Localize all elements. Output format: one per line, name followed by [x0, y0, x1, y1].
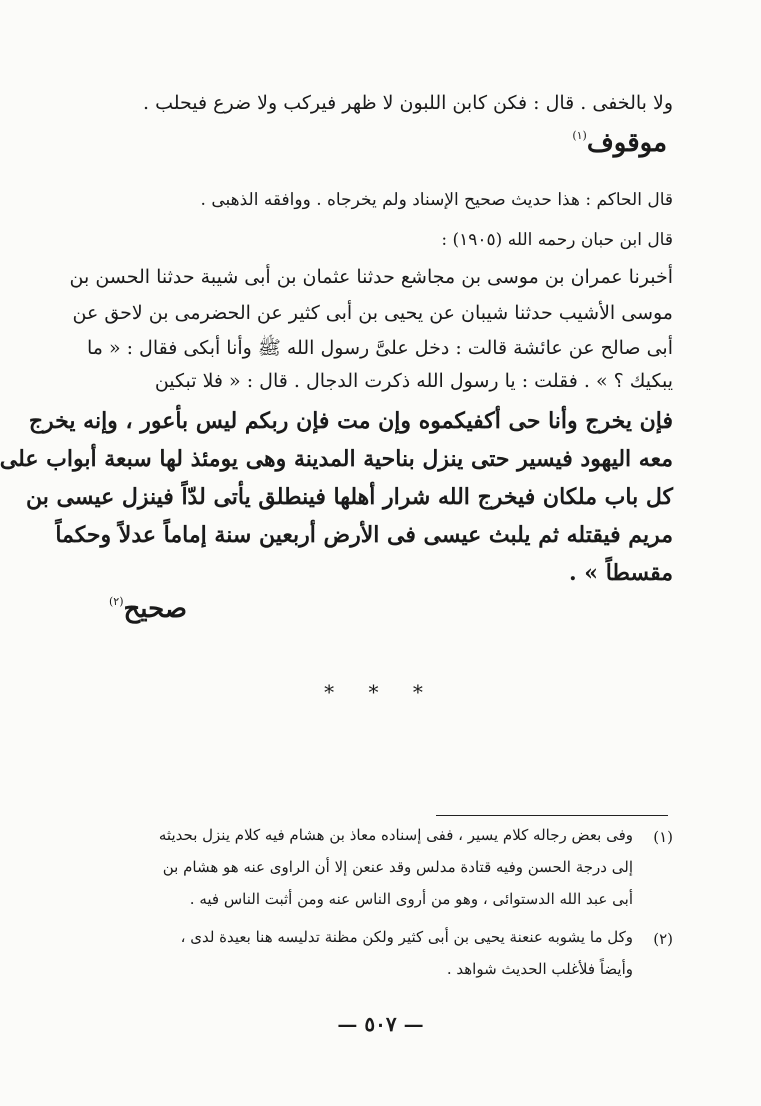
footnote-number-2: (٢)	[653, 930, 673, 948]
matn-line: فإن يخرج وأنا حى أكفيكموه وإن مت فإن ربكم ليس بأعور ، وإنه يخرج	[28, 408, 673, 434]
footnote-rule	[436, 815, 668, 816]
footnote-ref-2[interactable]: (٢)	[108, 595, 124, 608]
hakim-note: قال الحاكم : هذا حديث صحيح الإسناد ولم يخرجاه . ووافقه الذهبى .	[200, 190, 673, 210]
grade-sahih	[109, 594, 187, 624]
footnote-ref-1[interactable]: (١)	[572, 129, 587, 142]
footnote-number-1: (١)	[653, 828, 673, 846]
matn-line: مقسطاً » .	[568, 560, 673, 586]
footnote-line: وفى بعض رجاله كلام يسير ، ففى إسناده معاذ بن هشام فيه كلام ينزل بحديثه	[158, 826, 633, 844]
grade-sahih-text: صحيح	[123, 594, 187, 624]
section-separator: * * *	[324, 680, 437, 704]
page-number: — ٥٠٧ —	[337, 1012, 424, 1036]
isnad-line: يبكيك ؟ » . فقلت : يا رسول الله ذكرت الدجال . قال : « فلا تبكين	[154, 370, 673, 392]
matn-line: كل باب ملكان فيخرج الله شرار أهلها فينطلق يأتى لدّاً فينزل عيسى بن	[25, 484, 673, 510]
ibn-hibban-intro: قال ابن حبان رحمه الله (١٩٠٥) :	[441, 230, 673, 250]
footnote-line: إلى درجة الحسن وفيه قتادة مدلس وقد عنعن إلا أن الراوى عنه هو هشام بن	[162, 858, 633, 876]
grade-mawquf-text: موقوف	[586, 128, 667, 158]
matn-line: معه اليهود فيسير حتى ينزل بناحية المدينة وهى يومئذ لها سبعة أبواب على	[0, 446, 673, 472]
footnote-line: أبى عبد الله الدستوائى ، وهو من أروى الناس عنه ومن أثبت الناس فيه .	[189, 890, 633, 908]
grade-mawquf	[572, 128, 667, 158]
isnad-line: أخبرنا عمران بن موسى بن مجاشع حدثنا عثمان بن أبى شيبة حدثنا الحسن بن	[69, 266, 673, 288]
top-line: ولا بالخفى . قال : فكن كابن اللبون لا ظهر فيركب ولا ضرع فيحلب .	[143, 92, 673, 114]
matn-line: مريم فيقتله ثم يلبث عيسى فى الأرض أربعين سنة إماماً عدلاً وحكماً	[55, 522, 673, 548]
footnote-line: وكل ما يشوبه عنعنة يحيى بن أبى كثير ولكن مظنة تدليسه هنا بعيدة لدى ،	[180, 928, 633, 946]
isnad-line: أبى صالح عن عائشة قالت : دخل علىَّ رسول الله ﷺ وأنا أبكى فقال : « ما	[86, 337, 673, 359]
isnad-line: موسى الأشيب حدثنا شيبان عن يحيى بن أبى كثير عن الحضرمى بن لاحق عن	[72, 302, 673, 324]
footnote-line: وأيضاً فلأغلب الحديث شواهد .	[446, 960, 633, 978]
